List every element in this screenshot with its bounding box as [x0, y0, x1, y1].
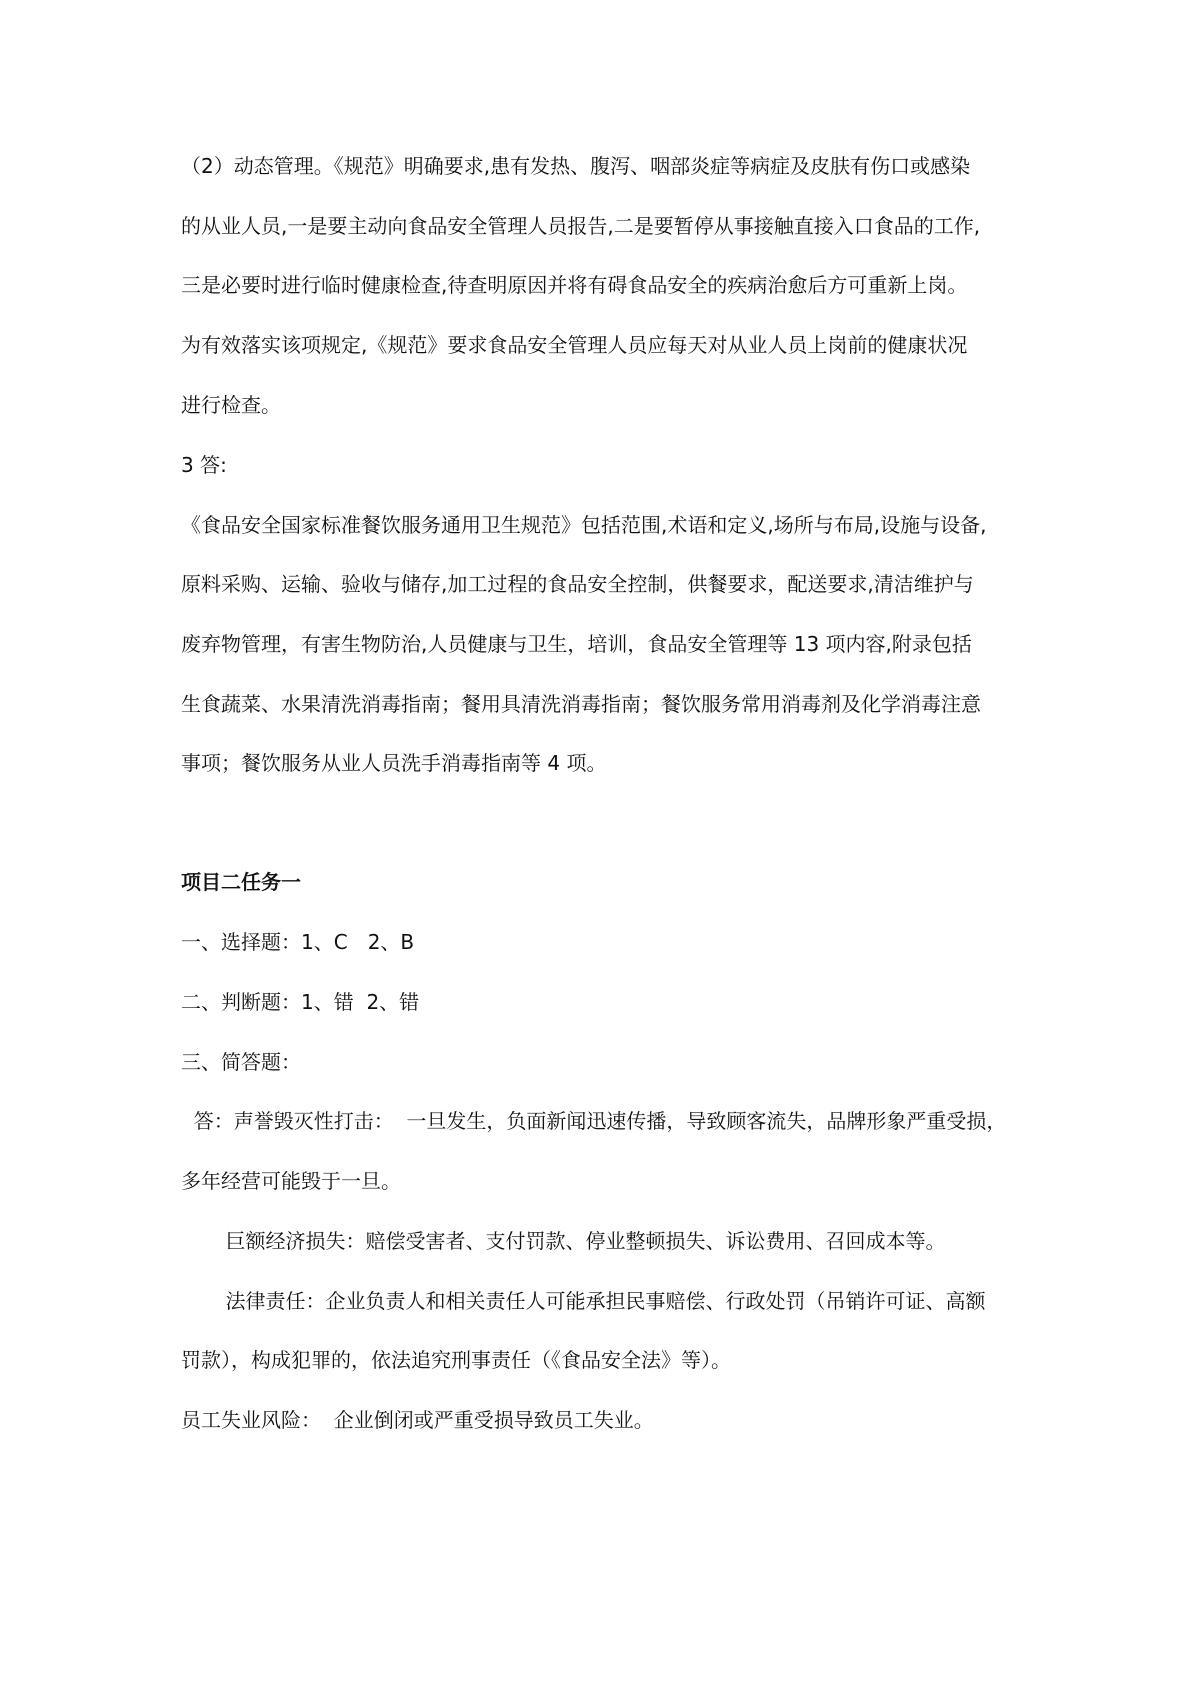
paragraph-line: 的从业人员,一是要主动向食品安全管理人员报告,二是要暂停从事接触直接入口食品的工作,	[181, 214, 981, 238]
paragraph-line: 事项；餐饮服务从业人员洗手消毒指南等 4 项。	[181, 751, 607, 775]
paragraph-line: 废弃物管理，有害生物防治,人员健康与卫生，培训，食品安全管理等 13 项内容,附录包括	[181, 632, 972, 656]
paragraph-line: 罚款），构成犯罪的，依法追究刑事责任（《食品安全法》等）。	[181, 1348, 731, 1372]
paragraph-line: 三是必要时进行临时健康检查,待查明原因并将有碍食品安全的疾病治愈后方可重新上岗。	[181, 273, 968, 297]
paragraph-line: 巨额经济损失：赔偿受害者、支付罚款、停业整顿损失、诉讼费用、召回成本等。	[181, 1229, 946, 1253]
paragraph-line: 进行检查。	[181, 393, 281, 417]
answer-label: 3 答:	[181, 453, 227, 477]
paragraph-line: 多年经营可能毁于一旦。	[181, 1169, 401, 1193]
paragraph-line: 原料采购、运输、验收与储存,加工过程的食品安全控制，供餐要求，配送要求,清洁维护与	[181, 572, 974, 596]
section-heading: 项目二任务一	[181, 870, 301, 894]
paragraph-line: 答：声誉毁灭性打击： 一旦发生，负面新闻迅速传播，导致顾客流失，品牌形象严重受损，	[181, 1109, 1007, 1133]
paragraph-line: 生食蔬菜、水果清洗消毒指南；餐用具清洗消毒指南；餐饮服务常用消毒剂及化学消毒注意	[181, 692, 981, 716]
paragraph-line: 《食品安全国家标准餐饮服务通用卫生规范》包括范围,术语和定义,场所与布局,设施与设备,	[181, 513, 987, 537]
paragraph-line: 法律责任：企业负责人和相关责任人可能承担民事赔偿、行政处罚（吊销许可证、高额	[181, 1289, 986, 1313]
paragraph-line: 为有效落实该项规定,《规范》要求食品安全管理人员应每天对从业人员上岗前的健康状况	[181, 333, 968, 357]
paragraph-line: 员工失业风险： 企业倒闭或严重受损导致员工失业。	[181, 1408, 654, 1432]
question-line: 一、选择题：1、C 2、B	[181, 930, 415, 954]
question-line: 二、判断题：1、错 2、错	[181, 990, 420, 1014]
paragraph-line: （2）动态管理。《规范》明确要求,患有发热、腹泻、咽部炎症等病症及皮肤有伤口或感染	[181, 154, 971, 178]
question-line: 三、简答题：	[181, 1050, 301, 1074]
